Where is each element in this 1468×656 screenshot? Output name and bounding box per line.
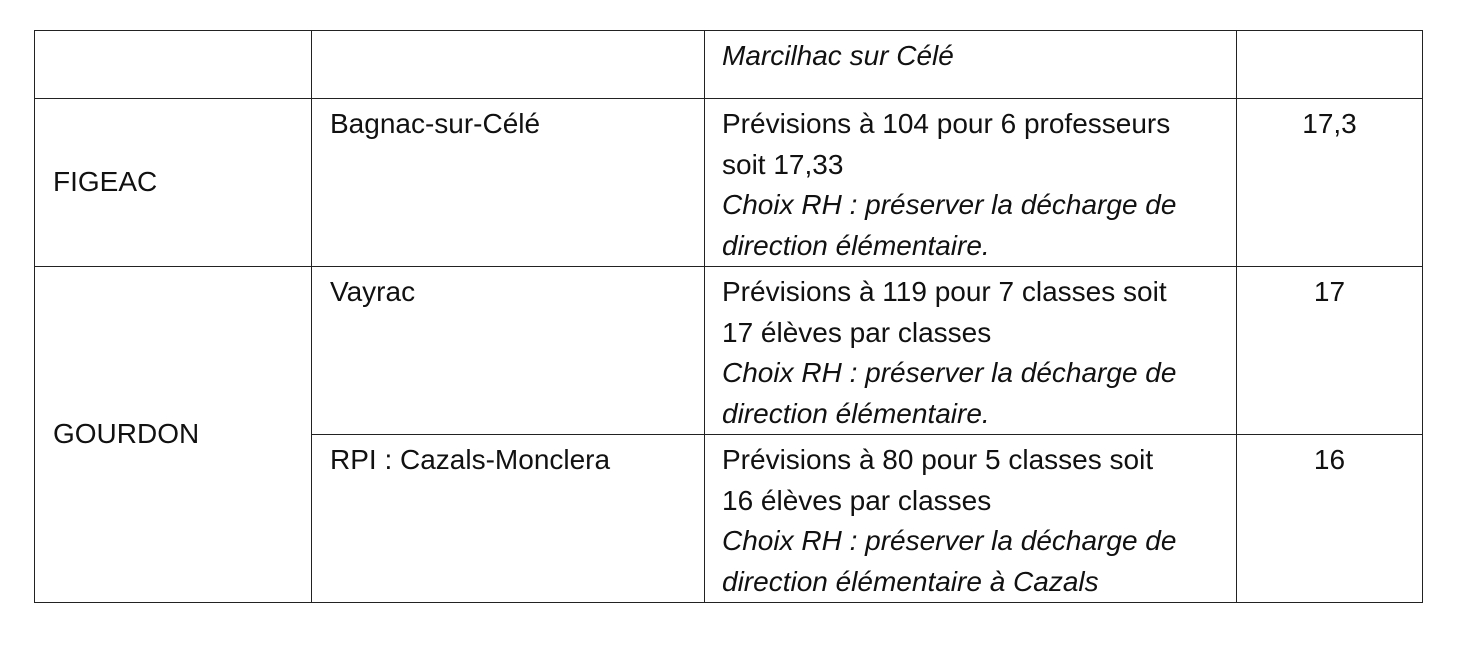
- detail-line: direction élémentaire à Cazals: [722, 565, 1099, 597]
- detail-line: direction élémentaire.: [722, 229, 990, 261]
- detail-cell: [705, 267, 1237, 435]
- area-cell: [35, 31, 312, 99]
- school-cell: Vayrac: [312, 267, 705, 435]
- detail-line: Prévisions à 119 pour 7 classes soit: [722, 276, 1167, 307]
- detail-line: soit 17,33: [722, 148, 844, 180]
- ratio-cell: 16: [1237, 435, 1423, 603]
- school-cell: RPI : Cazals-Monclera: [312, 435, 705, 603]
- school-forecast-table: [34, 30, 1423, 603]
- ratio-cell: [1237, 31, 1423, 99]
- detail-cell: [705, 99, 1237, 267]
- detail-line: Choix RH : préserver la décharge de: [722, 525, 1177, 556]
- detail-line: 17 élèves par classes: [722, 316, 992, 348]
- detail-line: Prévisions à 104 pour 6 professeurs: [722, 108, 1171, 139]
- detail-line: Prévisions à 80 pour 5 classes soit: [722, 444, 1154, 475]
- table-row: [35, 267, 1423, 435]
- school-cell: Bagnac-sur-Célé: [312, 99, 705, 267]
- detail-cell: [705, 435, 1237, 603]
- table-row: [35, 99, 1423, 267]
- detail-line: Choix RH : préserver la décharge de: [722, 189, 1177, 220]
- table-row: [35, 31, 1423, 99]
- detail-line: 16 élèves par classes: [722, 484, 992, 516]
- school-cell: [312, 31, 705, 99]
- detail-line: Choix RH : préserver la décharge de: [722, 357, 1177, 388]
- area-cell: FIGEAC: [35, 99, 312, 267]
- detail-cell: [705, 31, 1237, 99]
- ratio-cell: 17: [1237, 267, 1423, 435]
- area-cell: GOURDON: [35, 267, 312, 603]
- ratio-cell: 17,3: [1237, 99, 1423, 267]
- detail-line: direction élémentaire.: [722, 397, 990, 429]
- detail-line: Marcilhac sur Célé: [722, 40, 954, 71]
